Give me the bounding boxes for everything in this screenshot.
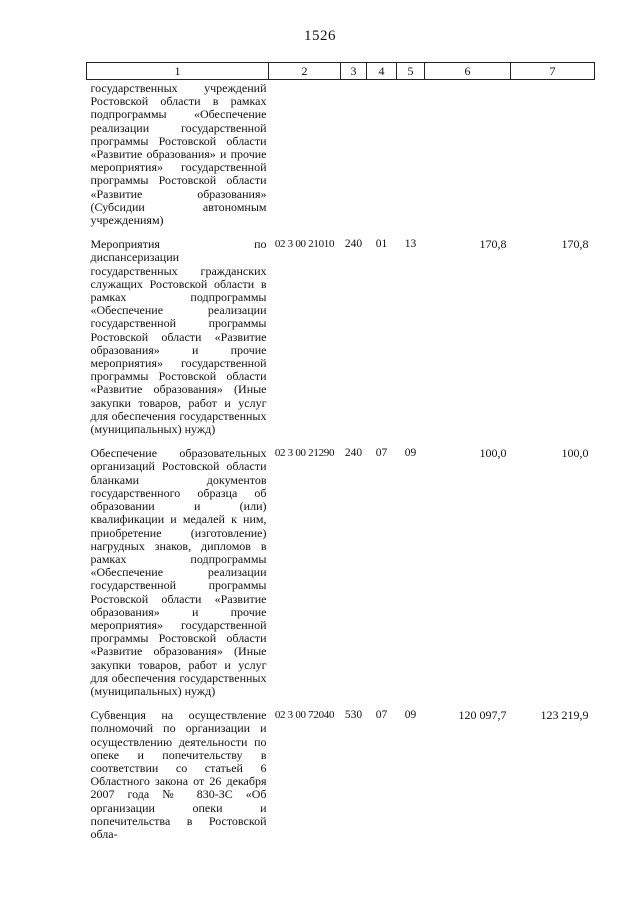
header-col-4: 4 bbox=[367, 63, 397, 80]
header-col-5: 5 bbox=[397, 63, 425, 80]
row-sum-2: 123 219,9 bbox=[540, 708, 589, 723]
row-description: Субвенция на осуществление полномочий по организации и осуществлению деятельности по опеке и попечительству в соответствии со статьей 6 Областного закона от 26 декабря 2007 года № 830-ЗС «Об организации опеки и попечительства в Ростовской обла- bbox=[90, 708, 267, 841]
header-col-6: 6 bbox=[425, 63, 511, 80]
row-section bbox=[367, 80, 397, 233]
row-subsection: 09 bbox=[404, 447, 417, 460]
row-sum-1: 100,0 bbox=[479, 446, 507, 461]
table-row bbox=[87, 232, 595, 441]
row-expense-type: 530 bbox=[344, 709, 363, 722]
table-row bbox=[87, 441, 595, 703]
row-section: 01 bbox=[375, 238, 388, 251]
row-sum-1 bbox=[425, 80, 511, 233]
row-sum-2: 170,8 bbox=[561, 237, 589, 252]
row-expense-type bbox=[341, 80, 367, 233]
row-section: 07 bbox=[375, 447, 388, 460]
row-expense-type: 240 bbox=[344, 447, 363, 460]
table-header-row bbox=[87, 63, 595, 80]
row-description: Обеспечение образовательных организаций Ростовской области бланками документов государственного образца об образовании и (или) квалификации и медалей к ним, приобретение (изготовление) нагрудных знаков, дипломов в рамках подпрограммы «Обеспечение реализации государственной программы Ростовской области «Развитие образования» и прочие мероприятия» государственной программы Ростовской области «Развитие образования» (Иные закупки товаров, работ и услуг для обеспечения государственных (муниципальных) нужд) bbox=[90, 446, 267, 698]
page-number: 1526 bbox=[304, 28, 336, 44]
row-target-code: 02 3 00 21010 bbox=[274, 238, 335, 251]
budget-table bbox=[86, 62, 595, 846]
row-sum-1: 170,8 bbox=[479, 237, 507, 252]
row-section: 07 bbox=[375, 709, 388, 722]
row-sum-2: 100,0 bbox=[561, 446, 589, 461]
row-description: государственных учреждений Ростовской области в рамках подпрограммы «Обеспечение реализации государственной программы Ростовской области «Развитие образования» и прочие мероприятия» государственной программы Ростовской области «Развитие образования» (Субсидии автономным учреждениям) bbox=[90, 81, 267, 228]
row-sum-1: 120 097,7 bbox=[458, 708, 507, 723]
header-col-3: 3 bbox=[341, 63, 367, 80]
row-subsection bbox=[397, 80, 425, 233]
row-description: Мероприятия по диспансеризации государственных гражданских служащих Ростовской области в рамках подпрограммы «Обеспечение реализации государственной программы Ростовской области «Развитие образования» и прочие мероприятия» государственной программы Ростовской области «Развитие образования» (Иные закупки товаров, работ и услуг для обеспечения государственных (муниципальных) нужд) bbox=[90, 237, 267, 437]
header-col-7: 7 bbox=[511, 63, 595, 80]
row-expense-type: 240 bbox=[344, 238, 363, 251]
row-subsection: 09 bbox=[404, 709, 417, 722]
row-target-code: 02 3 00 21290 bbox=[274, 447, 335, 460]
header-col-1: 1 bbox=[87, 63, 269, 80]
row-subsection: 13 bbox=[404, 238, 417, 251]
row-sum-2 bbox=[511, 80, 595, 233]
table-row bbox=[87, 80, 595, 233]
table-row bbox=[87, 703, 595, 846]
row-target-code: 02 3 00 72040 bbox=[274, 709, 335, 722]
row-target-code bbox=[269, 80, 341, 233]
header-col-2: 2 bbox=[269, 63, 341, 80]
